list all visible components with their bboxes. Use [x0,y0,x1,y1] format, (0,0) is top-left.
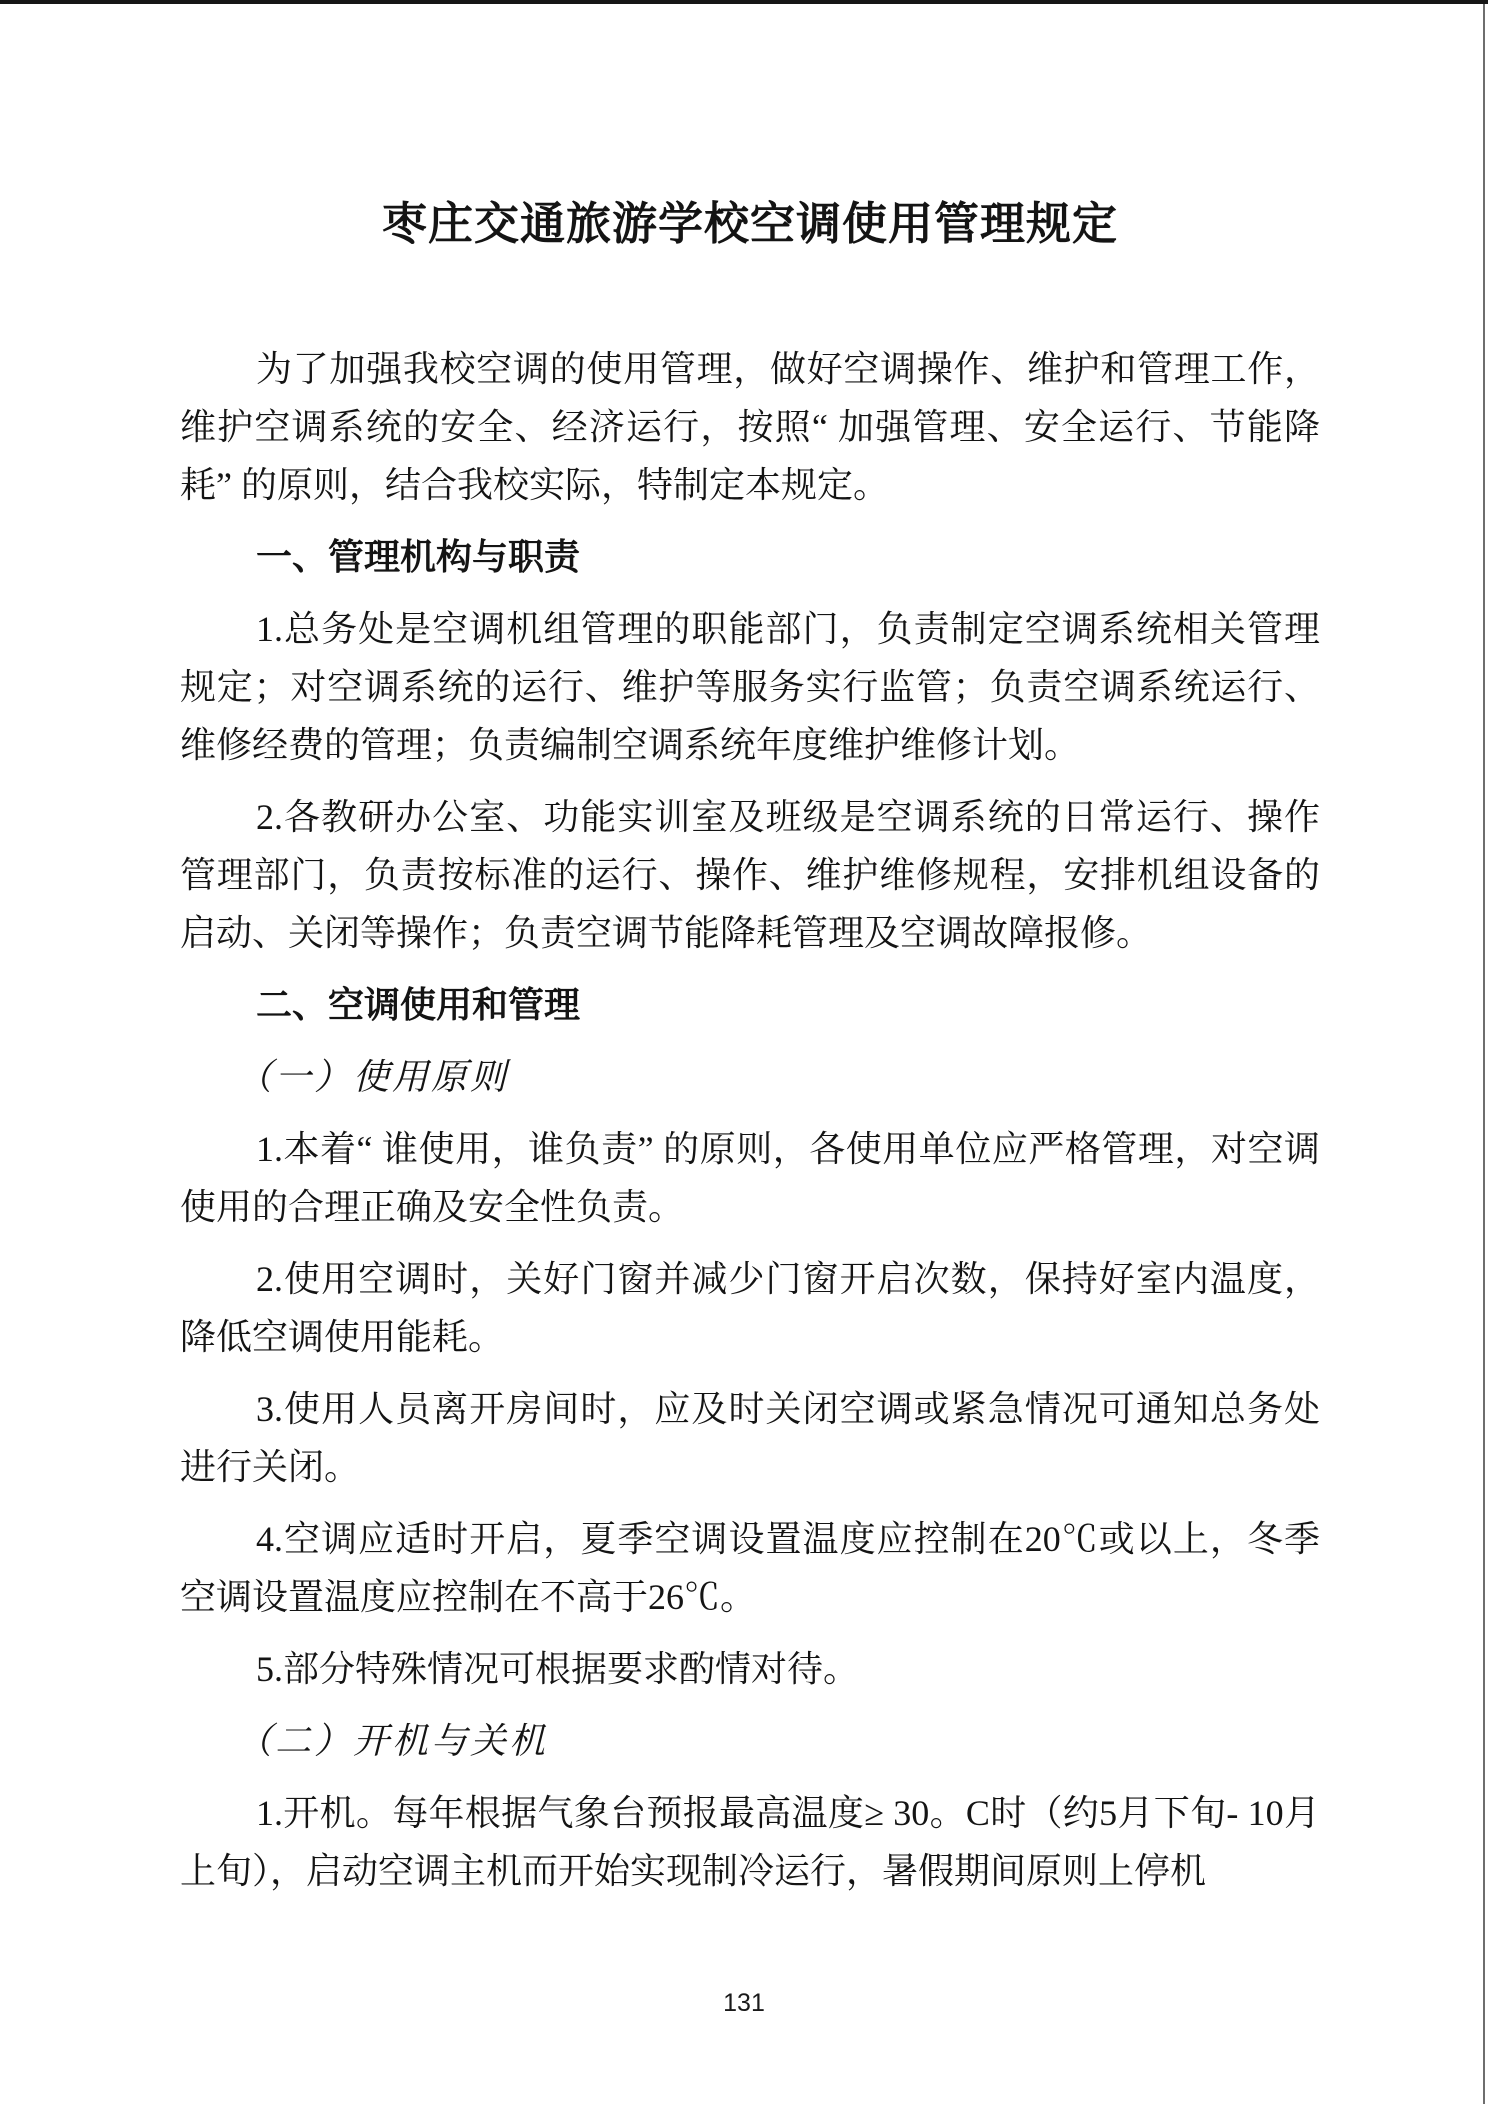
document-body [180,198,1320,1914]
paragraph-section1-item2: 2.各教研办公室、功能实训室及班级是空调系统的日常运行、操作管理部门，负责按标准的运行、操作、维护维修规程，安排机组设备的启动、关闭等操作；负责空调节能降耗管理及空调故障报修。 [180,797,1320,953]
subsection-heading-2-2: （二）开机与关机 [236,1721,549,1761]
section-heading-2: 二、空调使用和管理 [256,984,581,1025]
paragraph-section2-item2: 2.使用空调时，关好门窗并减少门窗开启次数，保持好室内温度，降低空调使用能耗。 [180,1259,1320,1357]
paragraph-section2-item1: 1.本着“ 谁使用，谁负责” 的原则，各使用单位应严格管理，对空调使用的合理正确及安全性负责。 [180,1129,1320,1227]
right-edge-border [1483,4,1485,2104]
paragraph-section2-item5: 5.部分特殊情况可根据要求酌情对待。 [256,1649,860,1689]
top-edge-band [0,0,1488,4]
paragraph-section2-item4: 4.空调应适时开启，夏季空调设置温度应控制在20℃或以上，冬季空调设置温度应控制在不高于26℃。 [180,1519,1320,1617]
page-number: 131 [723,1989,765,2017]
paragraph-section2-item3: 3.使用人员离开房间时，应及时关闭空调或紧急情况可通知总务处进行关闭。 [180,1389,1320,1487]
subsection-heading-2-1: （一）使用原则 [236,1057,510,1097]
section-heading-1: 一、管理机构与职责 [256,536,581,577]
paragraph-startup-rule: 1.开机。每年根据气象台预报最高温度≥ 30。C时（约5月下旬- 10月上旬），启动空调主机而开始实现制冷运行，暑假期间原则上停机 [180,1793,1320,1891]
paragraph-section1-item1: 1.总务处是空调机组管理的职能部门，负责制定空调系统相关管理规定；对空调系统的运行、维护等服务实行监管；负责空调系统运行、维修经费的管理；负责编制空调系统年度维护维修计划。 [180,609,1320,765]
intro-paragraph: 为了加强我校空调的使用管理，做好空调操作、维护和管理工作，维护空调系统的安全、经济运行，按照“ 加强管理、安全运行、节能降耗” 的原则，结合我校实际，特制定本规定。 [180,349,1320,505]
document-title: 枣庄交通旅游学校空调使用管理规定 [381,199,1118,249]
